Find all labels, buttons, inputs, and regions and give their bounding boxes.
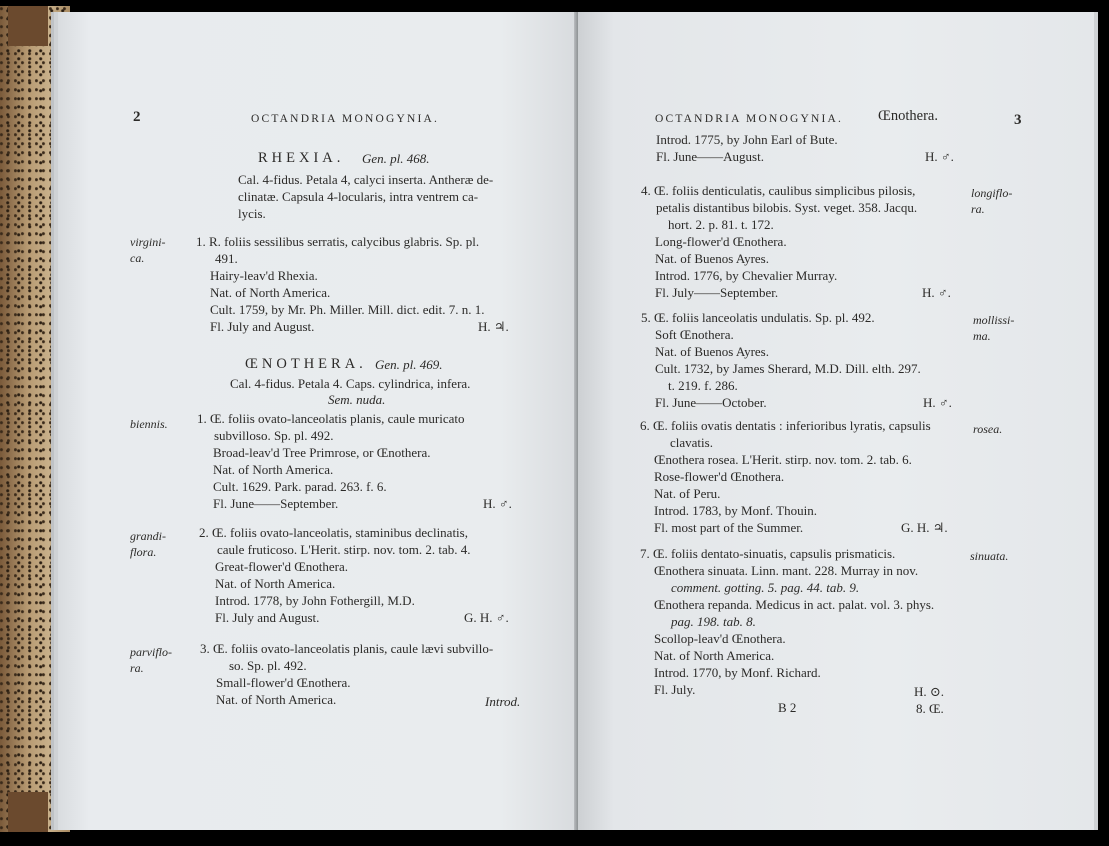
species-line: Fl. July——September. bbox=[655, 285, 779, 300]
species-line: Introd. 1776, by Chevalier Murray. bbox=[655, 268, 838, 283]
species-line: hort. 2. p. 81. t. 172. bbox=[668, 217, 774, 232]
species-line: 6. Œ. foliis ovatis dentatis : inferioribus lyratis, capsulis bbox=[640, 418, 931, 433]
species-line: 5. Œ. foliis lanceolatis undulatis. Sp. pl. 492. bbox=[641, 310, 875, 325]
species-line: Fl. July and August. bbox=[210, 319, 315, 334]
page-number: 2 bbox=[133, 109, 141, 125]
species-line: Nat. of North America. bbox=[210, 285, 331, 300]
right-page bbox=[578, 12, 1094, 830]
species-line: t. 219. f. 286. bbox=[668, 378, 738, 393]
species-line: Fl. July. bbox=[654, 682, 696, 697]
species-line: 4. Œ. foliis denticulatis, caulibus simplicibus pilosis, bbox=[641, 183, 916, 198]
species-line: 1. R. foliis sessilibus serratis, calycibus glabris. Sp. pl. bbox=[196, 234, 480, 249]
species-line: Œnothera repanda. Medicus in act. palat. vol. 3. phys. bbox=[654, 597, 935, 612]
margin-species: ra. bbox=[130, 661, 144, 675]
status-symbol: H. ♂. bbox=[925, 149, 954, 164]
species-line: caule fruticoso. L'Herit. stirp. nov. tom. 2. tab. 4. bbox=[217, 542, 471, 557]
cover-corner bbox=[8, 792, 48, 832]
genus-reference: Gen. pl. 469. bbox=[375, 357, 443, 372]
species-line: Nat. of Buenos Ayres. bbox=[655, 251, 769, 266]
margin-species: parviflo- bbox=[130, 645, 172, 659]
species-line: subvilloso. Sp. pl. 492. bbox=[214, 428, 334, 443]
species-line: Introd. 1783, by Monf. Thouin. bbox=[654, 503, 817, 518]
description-line: clinatæ. Capsula 4-locularis, intra ventrem ca- bbox=[238, 189, 479, 204]
species-line: 491. bbox=[215, 251, 238, 266]
description-line: Sem. nuda. bbox=[328, 392, 386, 407]
species-line: Nat. of North America. bbox=[215, 576, 336, 591]
margin-species: ma. bbox=[973, 329, 991, 343]
catchword: Introd. bbox=[485, 694, 521, 709]
species-line: Nat. of North America. bbox=[213, 462, 334, 477]
species-line: Nat. of Buenos Ayres. bbox=[655, 344, 769, 359]
margin-species: sinuata. bbox=[970, 549, 1009, 563]
species-line: 2. Œ. foliis ovato-lanceolatis, staminibus declinatis, bbox=[199, 525, 468, 540]
running-genus: Œnothera. bbox=[878, 108, 938, 124]
genus-title: ŒNOTHERA. bbox=[245, 356, 367, 372]
species-line: Great-flower'd Œnothera. bbox=[215, 559, 349, 574]
species-line: so. Sp. pl. 492. bbox=[229, 658, 307, 673]
status-symbol: H. ♂. bbox=[483, 496, 512, 511]
species-line: Long-flower'd Œnothera. bbox=[655, 234, 787, 249]
margin-species: grandi- bbox=[130, 529, 166, 543]
status-symbol: H. ♂. bbox=[922, 285, 951, 300]
species-line: petalis distantibus bilobis. Syst. veget. 358. Jacqu. bbox=[656, 200, 918, 215]
margin-species: flora. bbox=[130, 545, 157, 559]
species-line: 3. Œ. foliis ovato-lanceolatis planis, caule lævi subvillo- bbox=[200, 641, 494, 656]
margin-species: ra. bbox=[971, 202, 985, 216]
status-symbol: G. H. ♃. bbox=[901, 520, 948, 535]
description-line: lycis. bbox=[238, 206, 266, 221]
species-line: Nat. of North America. bbox=[654, 648, 775, 663]
species-line: Cult. 1629. Park. parad. 263. f. 6. bbox=[213, 479, 387, 494]
species-line: Introd. 1775, by John Earl of Bute. bbox=[656, 132, 838, 147]
species-line: 7. Œ. foliis dentato-sinuatis, capsulis prismaticis. bbox=[640, 546, 896, 561]
running-head: OCTANDRIA MONOGYNIA. bbox=[655, 113, 844, 125]
species-line: Fl. June——September. bbox=[213, 496, 339, 511]
margin-species: mollissi- bbox=[973, 313, 1015, 327]
species-line: Broad-leav'd Tree Primrose, or Œnothera. bbox=[213, 445, 431, 460]
species-line: Œnothera sinuata. Linn. mant. 228. Murray in nov. bbox=[654, 563, 919, 578]
cover-corner bbox=[8, 6, 48, 46]
status-symbol: H. ⊙. bbox=[914, 684, 945, 699]
species-line: Nat. of Peru. bbox=[654, 486, 721, 501]
species-line: Rose-flower'd Œnothera. bbox=[654, 469, 785, 484]
species-line: Scollop-leav'd Œnothera. bbox=[654, 631, 786, 646]
species-line: Fl. June——October. bbox=[655, 395, 767, 410]
genus-title: RHEXIA. bbox=[258, 150, 345, 166]
running-head: OCTANDRIA MONOGYNIA. bbox=[251, 113, 440, 125]
species-line: Hairy-leav'd Rhexia. bbox=[210, 268, 318, 283]
species-line: Cult. 1732, by James Sherard, M.D. Dill. elth. 297. bbox=[655, 361, 921, 376]
description-line: Cal. 4-fidus. Petala 4. Caps. cylindrica, infera. bbox=[230, 376, 471, 391]
margin-species: ca. bbox=[130, 251, 145, 265]
species-line: Fl. July and August. bbox=[215, 610, 320, 625]
species-line: Nat. of North America. bbox=[216, 692, 337, 707]
species-line: Introd. 1778, by John Fothergill, M.D. bbox=[215, 593, 415, 608]
species-line: Fl. June——August. bbox=[656, 149, 764, 164]
species-line: pag. 198. tab. 8. bbox=[671, 614, 756, 629]
status-symbol: H. ♃. bbox=[478, 319, 509, 334]
description-line: Cal. 4-fidus. Petala 4, calyci inserta. Antheræ de- bbox=[238, 172, 494, 187]
margin-species: biennis. bbox=[130, 417, 168, 431]
species-line: Soft Œnothera. bbox=[655, 327, 734, 342]
species-line: Œnothera rosea. L'Herit. stirp. nov. tom. 2. tab. 6. bbox=[654, 452, 912, 467]
species-line: Small-flower'd Œnothera. bbox=[216, 675, 351, 690]
species-line: Introd. 1770, by Monf. Richard. bbox=[654, 665, 821, 680]
species-line: Cult. 1759, by Mr. Ph. Miller. Mill. dict. edit. 7. n. 1. bbox=[210, 302, 485, 317]
margin-species: longiflo- bbox=[971, 186, 1013, 200]
margin-species: rosea. bbox=[973, 422, 1003, 436]
species-line: clavatis. bbox=[670, 435, 713, 450]
status-symbol: G. H. ♂. bbox=[464, 610, 509, 625]
catchword: 8. Œ. bbox=[916, 701, 944, 716]
species-line: Fl. most part of the Summer. bbox=[654, 520, 804, 535]
margin-species: virgini- bbox=[130, 235, 166, 249]
status-symbol: H. ♂. bbox=[923, 395, 952, 410]
genus-reference: Gen. pl. 468. bbox=[362, 151, 430, 166]
left-page bbox=[58, 12, 578, 830]
species-line: 1. Œ. foliis ovato-lanceolatis planis, caule muricato bbox=[197, 411, 465, 426]
signature-mark: B 2 bbox=[778, 700, 797, 715]
page-number: 3 bbox=[1014, 112, 1022, 128]
species-line: comment. gotting. 5. pag. 44. tab. 9. bbox=[671, 580, 860, 595]
